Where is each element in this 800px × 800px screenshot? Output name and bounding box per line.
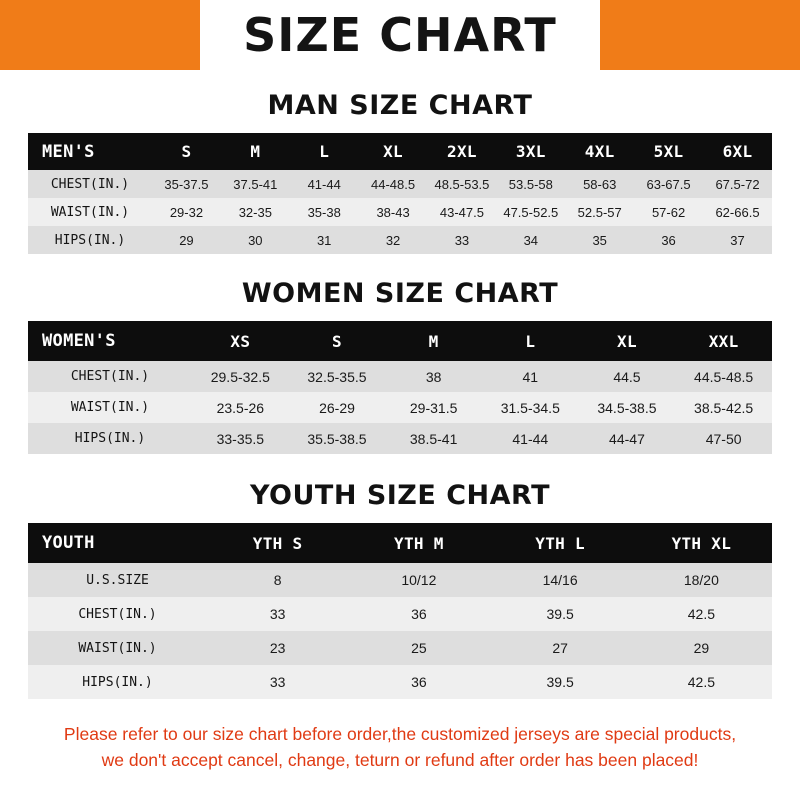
row-label: WAIST(IN.) bbox=[78, 640, 157, 656]
header-cell-rowlabel: YOUTH bbox=[42, 533, 95, 553]
cell: 48.5-53.5 bbox=[434, 176, 490, 192]
header-cell-xxl: XXL bbox=[708, 331, 739, 351]
header-cell-s: S bbox=[332, 331, 342, 351]
cell: 39.5 bbox=[546, 674, 574, 690]
cell: 23.5-26 bbox=[216, 399, 265, 416]
header-cell-m: M bbox=[428, 331, 439, 351]
header-cell-rowlabel: WOMEN'S bbox=[42, 331, 116, 351]
table-row bbox=[28, 423, 772, 454]
cell: 36 bbox=[661, 232, 676, 248]
header-cell-l: L bbox=[319, 142, 330, 161]
cell: 26-29 bbox=[319, 399, 355, 416]
cell: 44.5-48.5 bbox=[694, 368, 754, 385]
table-row bbox=[28, 631, 772, 665]
cell: 41-44 bbox=[307, 176, 341, 192]
cell: 18/20 bbox=[683, 572, 719, 588]
cell: 35-37.5 bbox=[164, 176, 209, 192]
cell: 32-35 bbox=[238, 204, 272, 220]
women-section-title: WOMEN SIZE CHART bbox=[241, 278, 559, 309]
table-header-row bbox=[28, 523, 772, 563]
cell: 23 bbox=[269, 640, 286, 656]
header-cell-yth-m: YTH M bbox=[394, 533, 444, 553]
cell: 39.5 bbox=[546, 606, 574, 622]
header-cell-yth-s: YTH S bbox=[252, 533, 303, 553]
table-row bbox=[28, 198, 772, 226]
header-cell-2xl: 2XL bbox=[447, 142, 477, 161]
header-cell-3xl: 3XL bbox=[515, 142, 546, 161]
cell: 34.5-38.5 bbox=[597, 399, 657, 416]
table-row bbox=[28, 170, 772, 198]
cell: 33-35.5 bbox=[216, 430, 265, 447]
cell: 38 bbox=[425, 368, 442, 385]
youth-size-table bbox=[28, 523, 772, 699]
cell: 29-32 bbox=[169, 204, 204, 220]
table-row bbox=[28, 392, 772, 423]
header-cell-xl: XL bbox=[617, 331, 637, 351]
cell: 35.5-38.5 bbox=[307, 430, 367, 447]
cell: 42.5 bbox=[687, 606, 715, 622]
cell: 14/16 bbox=[542, 572, 578, 588]
table-row bbox=[28, 226, 772, 254]
cell: 29 bbox=[179, 232, 194, 248]
header-cell-yth-xl: YTH XL bbox=[671, 533, 732, 553]
cell: 29.5-32.5 bbox=[210, 368, 270, 385]
cell: 67.5-72 bbox=[715, 176, 760, 192]
header-cell-6xl: 6XL bbox=[722, 142, 753, 161]
cell: 53.5-58 bbox=[508, 176, 553, 192]
table-row bbox=[28, 563, 772, 597]
cell: 35 bbox=[592, 232, 607, 248]
table-header-row bbox=[28, 133, 772, 170]
disclaimer-line-1: Please refer to our size chart before order,the customized jerseys are special products, bbox=[63, 724, 737, 744]
cell: 42.5 bbox=[687, 674, 715, 690]
row-label: HIPS(IN.) bbox=[54, 232, 126, 248]
cell: 25 bbox=[411, 640, 427, 656]
row-label: WAIST(IN.) bbox=[50, 204, 130, 220]
cell: 36 bbox=[411, 606, 427, 622]
cell: 57-62 bbox=[651, 204, 686, 220]
header-cell-xl: XL bbox=[383, 142, 403, 161]
cell: 8 bbox=[273, 572, 282, 588]
cell: 10/12 bbox=[401, 572, 437, 588]
cell: 27 bbox=[552, 640, 568, 656]
cell: 31 bbox=[316, 232, 332, 248]
cell: 33 bbox=[269, 606, 286, 622]
cell: 37.5-41 bbox=[233, 176, 278, 192]
cell: 37 bbox=[730, 232, 745, 248]
row-label: HIPS(IN.) bbox=[74, 431, 146, 446]
disclaimer-note bbox=[24, 721, 776, 774]
header-cell-l: L bbox=[525, 331, 536, 351]
cell: 38-43 bbox=[376, 204, 410, 220]
cell: 31.5-34.5 bbox=[500, 399, 560, 416]
header-cell-5xl: 5XL bbox=[653, 142, 684, 161]
row-label: HIPS(IN.) bbox=[82, 674, 153, 690]
cell: 38.5-42.5 bbox=[694, 399, 754, 416]
page-title: SIZE CHART bbox=[243, 8, 557, 62]
row-label: WAIST(IN.) bbox=[70, 400, 150, 415]
cell: 44-47 bbox=[609, 430, 645, 447]
header-banner bbox=[0, 0, 800, 70]
cell: 41-44 bbox=[512, 430, 549, 447]
youth-section-title: YOUTH SIZE CHART bbox=[249, 480, 551, 511]
header-cell-yth-l: YTH L bbox=[535, 533, 585, 553]
row-label: CHEST(IN.) bbox=[70, 369, 150, 384]
cell: 32 bbox=[385, 232, 401, 248]
cell: 41 bbox=[522, 368, 539, 385]
table-row bbox=[28, 665, 772, 699]
cell: 33 bbox=[454, 232, 470, 248]
cell: 47.5-52.5 bbox=[503, 204, 559, 220]
row-label: CHEST(IN.) bbox=[50, 176, 130, 192]
cell: 62-66.5 bbox=[715, 204, 760, 220]
cell: 29 bbox=[693, 640, 710, 656]
table-header-row bbox=[28, 321, 772, 361]
cell: 38.5-41 bbox=[409, 430, 458, 447]
table-row bbox=[28, 597, 772, 631]
disclaimer-line-2: we don't accept cancel, change, teturn or refund after order has been placed! bbox=[101, 750, 699, 771]
cell: 58-63 bbox=[583, 176, 617, 192]
cell: 36 bbox=[411, 674, 427, 690]
women-size-table bbox=[28, 321, 772, 454]
man-size-table bbox=[28, 133, 772, 254]
table-row bbox=[28, 361, 772, 392]
cell: 29-31.5 bbox=[409, 399, 458, 416]
cell: 44-48.5 bbox=[371, 176, 416, 192]
cell: 34 bbox=[523, 232, 539, 248]
cell: 30 bbox=[248, 232, 263, 248]
cell: 52.5-57 bbox=[577, 204, 622, 220]
cell: 35-38 bbox=[307, 204, 341, 220]
cell: 63-67.5 bbox=[646, 176, 691, 192]
cell: 32.5-35.5 bbox=[307, 368, 367, 385]
header-cell-4xl: 4XL bbox=[584, 142, 615, 161]
header-cell-xs: XS bbox=[230, 331, 251, 351]
cell: 43-47.5 bbox=[439, 204, 484, 220]
header-cell-m: M bbox=[250, 142, 261, 161]
cell: 33 bbox=[269, 674, 286, 690]
cell: 47-50 bbox=[705, 430, 742, 447]
cell: 44.5 bbox=[613, 368, 641, 385]
header-cell-rowlabel: MEN'S bbox=[42, 141, 95, 162]
row-label: CHEST(IN.) bbox=[78, 606, 157, 622]
row-label: U.S.SIZE bbox=[86, 572, 149, 588]
header-cell-s: S bbox=[181, 142, 192, 161]
man-section-title: MAN SIZE CHART bbox=[267, 90, 533, 121]
